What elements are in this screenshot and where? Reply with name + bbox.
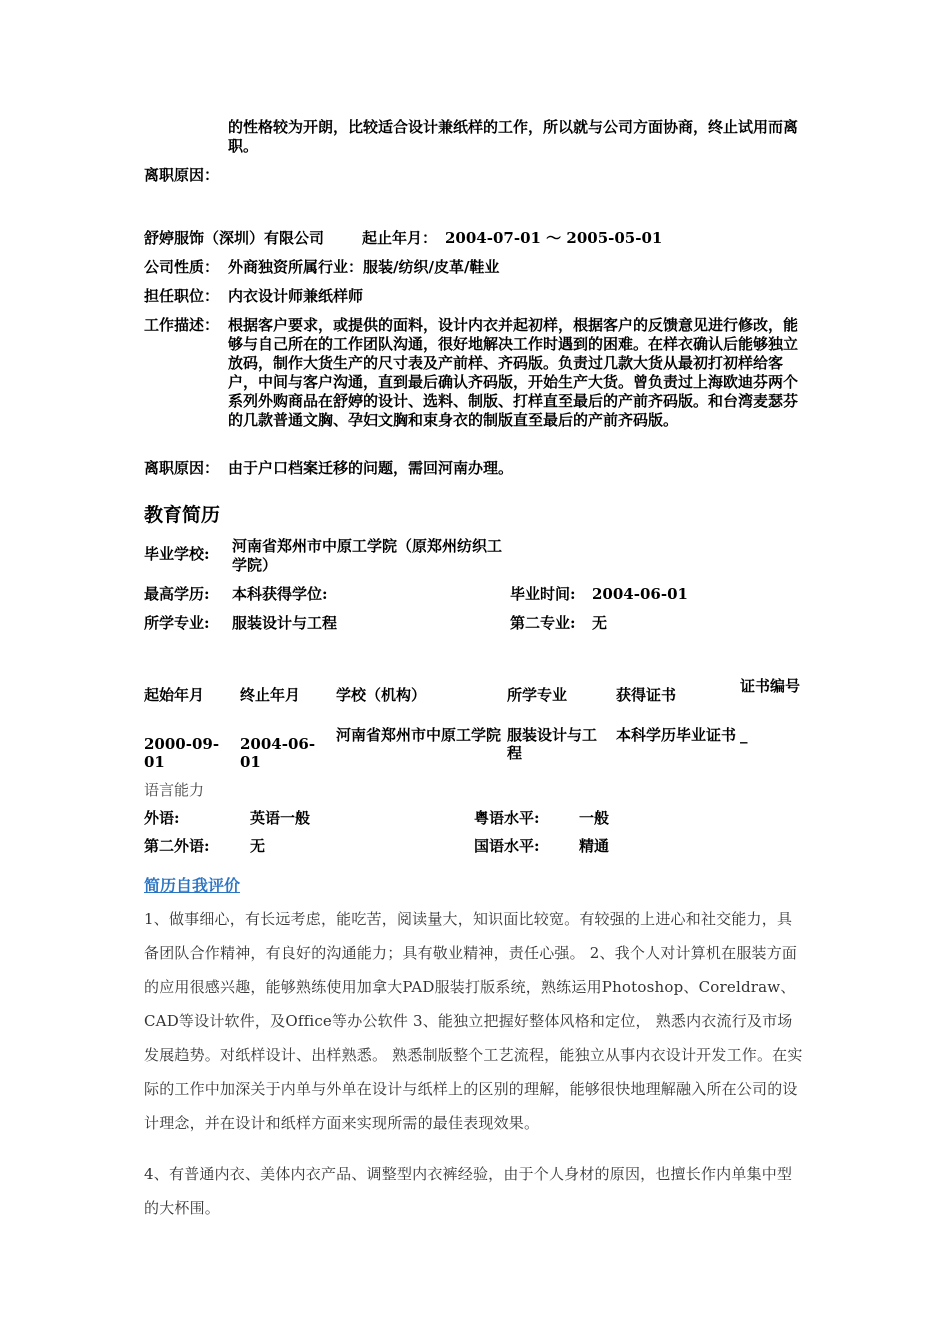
job2-position-label: 担任职位： xyxy=(144,287,220,305)
job2-description: 根据客户要求，或提供的面料，设计内衣并起初样，根据客户的反馈意见进行修改，能够与自己所在的工作团队沟通，很好地解决工作时遇到的困难。在样衣确认后能够独立放码，制作大货生产的尺寸表及产前样、齐码版。负责过几款大货从最初打初样给客户，中间与客户沟通，直到最后确认齐码版，开始生产大货。曾负责过上海欧迪芬两个系列外购商品在舒婷的设计、选料、制版、打样直至最后的产前齐码版。和台湾麦瑟芬的几款普通文胸、孕妇文胸和束身衣的制版直至最后的产前齐码版。 xyxy=(228,316,799,429)
lang-foreign-label: 外语: xyxy=(144,809,180,827)
job2-nature-label: 公司性质： xyxy=(144,258,220,276)
edu-degree: 本科获得学位: xyxy=(232,585,328,603)
job2-period-label: 起止年月： xyxy=(362,229,438,247)
job2-company: 舒婷服饰（深圳）有限公司 xyxy=(144,229,325,247)
lang-foreign: 英语一般 xyxy=(250,809,311,827)
job2-position: 内衣设计师兼纸样师 xyxy=(228,287,364,305)
lang-second-label: 第二外语: xyxy=(144,837,210,855)
edu-table-cell: 服装设计与工程 xyxy=(507,726,598,762)
lang-mandarin-label: 国语水平: xyxy=(474,837,540,855)
job2-description-label: 工作描述： xyxy=(144,316,220,334)
edu-table-header: 终止年月 xyxy=(240,686,301,704)
edu-table-header: 所学专业 xyxy=(507,686,568,704)
edu-table-cell: 2004-06-01 xyxy=(240,735,316,771)
edu-table-cell: _ xyxy=(740,726,748,744)
lang-cantonese: 一般 xyxy=(579,809,610,827)
edu-table-header: 起始年月 xyxy=(144,686,205,704)
self-evaluation-paragraph-2: 4、有普通内衣、美体内衣产品、调整型内衣裤经验，由于个人身材的原因，也擅长作内单集中型的大杯围。 xyxy=(144,1165,793,1217)
self-evaluation-paragraph-1: 1、做事细心，有长远考虑，能吃苦，阅读量大，知识面比较宽。有较强的上进心和社交能力，具备团队合作精神，有良好的沟通能力；具有敬业精神，责任心强。 2、我个人对计算机在服装方面的应用很感兴趣，能够熟练使用加拿大PAD服装打版系统，熟练运用Photoshop、Coreldraw、CAD等设计软件，及Office等办公软件 3、能独立把握好整体风格和定位， 熟悉内衣流行及市场发展趋势。对纸样设计、出样熟悉。 熟悉制版整个工艺流程，能独立从事内衣设计开发工作。在实际的工作中加深关于内单与外单在设计与纸样上的区别的理解，能够很快地理解融入所在公司的设计理念，并在设计和纸样方面来实现所需的最佳表现效果。 xyxy=(144,910,803,1132)
edu-table-cell: 河南省郑州市中原工学院 xyxy=(336,726,502,744)
edu-grad: 2004-06-01 xyxy=(592,585,688,603)
job1-description-tail: 的性格较为开朗，比较适合设计兼纸样的工作，所以就与公司方面协商，终止试用而离职。 xyxy=(228,118,799,155)
lang-second: 无 xyxy=(250,837,266,855)
edu-second-label: 第二专业: xyxy=(510,614,576,632)
job2-period: 2004-07-01 ～ 2005-05-01 xyxy=(445,229,663,247)
edu-school-label: 毕业学校: xyxy=(144,545,210,563)
edu-major: 服装设计与工程 xyxy=(232,614,338,632)
edu-table-header: 证书编号 xyxy=(740,677,801,695)
edu-table-header: 获得证书 xyxy=(616,686,677,704)
edu-second: 无 xyxy=(592,614,608,632)
language-heading: 语言能力 xyxy=(144,781,205,799)
job2-nature: 外商独资所属行业：服装/纺织/皮革/鞋业 xyxy=(228,258,500,276)
job1-reason-label: 离职原因： xyxy=(144,166,220,184)
job2-reason-label: 离职原因： xyxy=(144,459,220,477)
edu-degree-label: 最高学历: xyxy=(144,585,210,603)
edu-table-cell: 2000-09-01 xyxy=(144,735,220,771)
job2-reason: 由于户口档案迁移的问题，需回河南办理。 xyxy=(228,459,514,477)
edu-school: 河南省郑州市中原工学院（原郑州纺织工学院） xyxy=(232,537,503,574)
edu-grad-label: 毕业时间: xyxy=(510,585,576,603)
lang-mandarin: 精通 xyxy=(579,837,610,855)
self-evaluation-link[interactable]: 简历自我评价 xyxy=(144,876,241,895)
edu-table-header: 学校（机构） xyxy=(336,686,427,704)
edu-table-cell: 本科学历毕业证书 xyxy=(616,726,737,744)
lang-cantonese-label: 粤语水平: xyxy=(474,809,540,827)
education-heading: 教育简历 xyxy=(144,504,221,526)
edu-major-label: 所学专业: xyxy=(144,614,210,632)
